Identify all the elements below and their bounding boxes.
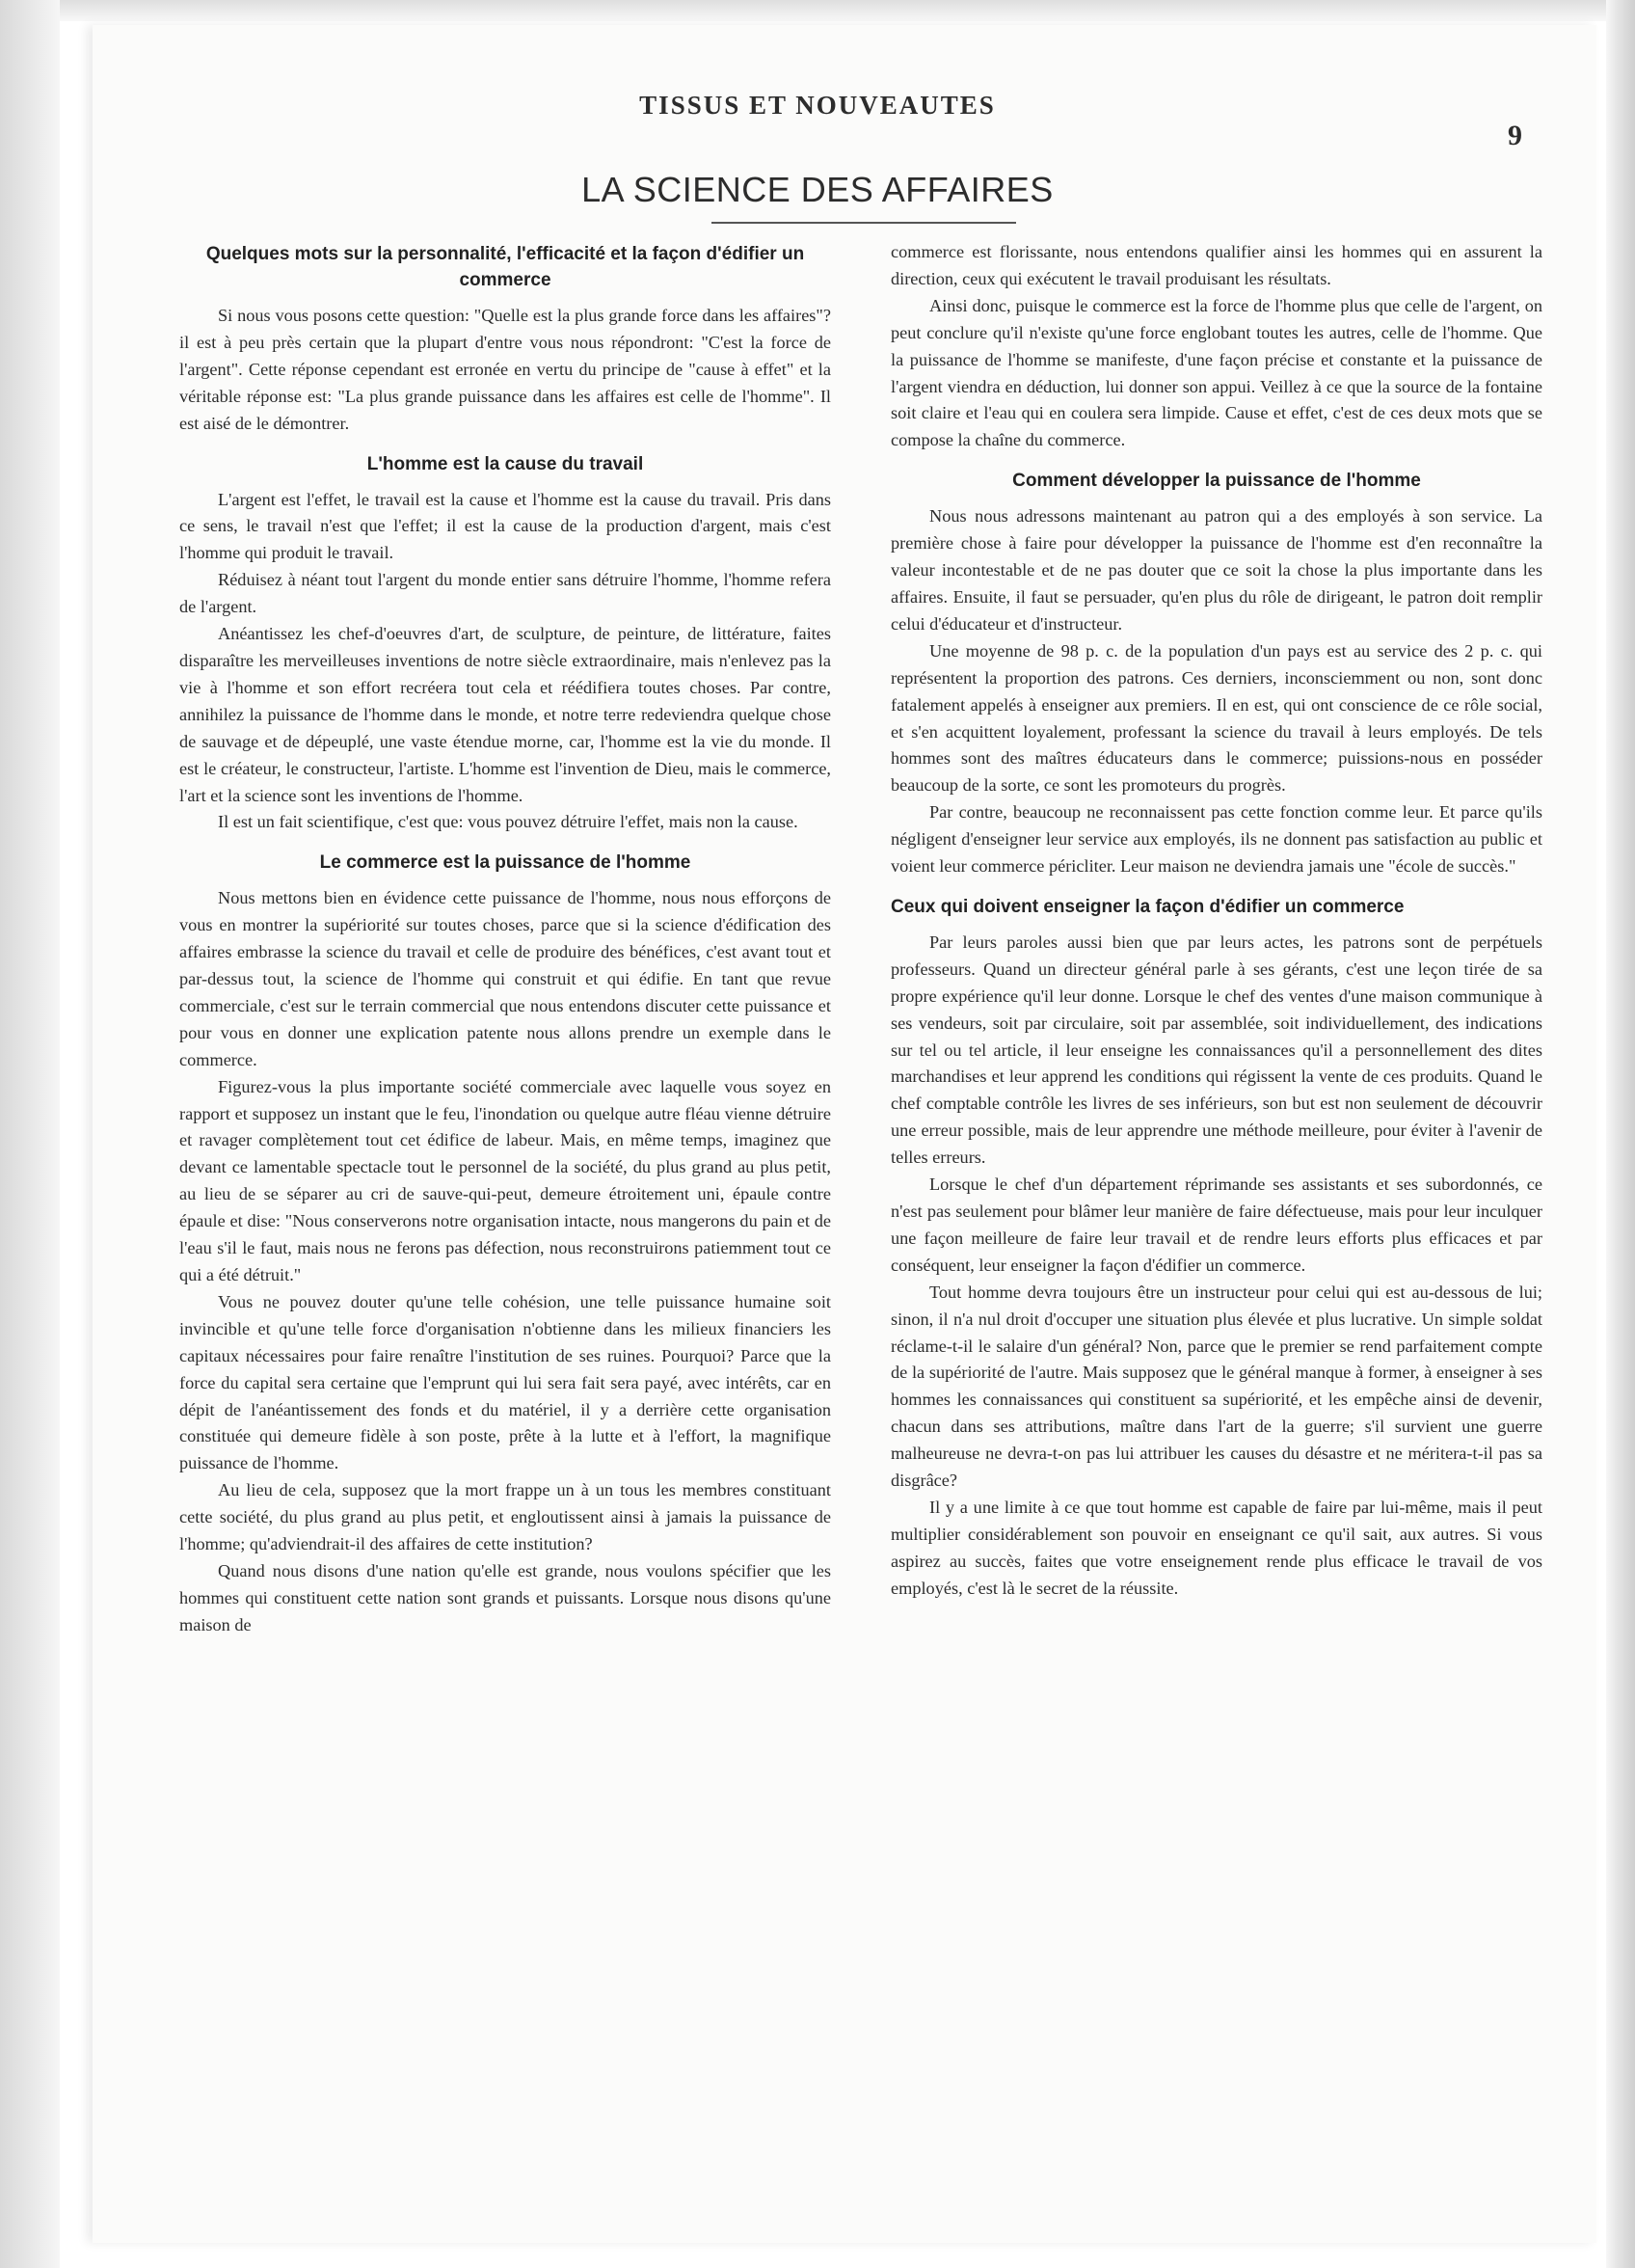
paragraph: Si nous vous posons cette question: "Quelle est la plus grande force dans les affaires"? il est à peu près certain que la plupart d'entre vous nous répondront: "C'est la force de l'argent". Cette réponse cependant est erronée en vertu du principe de "cause à effet" et la véritable réponse est: "La plus grande puissance dans les affaires est celle de l'homme". Il est aisé de le démontrer. [179, 306, 831, 433]
paragraph: Quand nous disons d'une nation qu'elle est grande, nous voulons spécifier que les hommes qui constituent cette nation sont grands et puissants. Lorsque nous disons qu'une maison de [179, 1560, 831, 1634]
paragraph: Nous nous adressons maintenant au patron qui a des employés à son service. La première chose à faire pour développer la puissance de l'homme est d'en reconnaître la valeur incontestable et de ne pas douter que ce soit la chose la plus importante dans les affaires. Ensuite, il faut se persuader, qu'en plus du rôle de dirigeant, le patron doit remplir celui d'éducateur et d'instructeur. [891, 506, 1542, 634]
title-underline [711, 222, 1016, 224]
paragraph: Une moyenne de 98 p. c. de la population d'un pays est au service des 2 p. c. qui représentent la proportion des patrons. Ces derniers, inconsciemment ou non, sont donc fatalement appelés à enseigner aux premiers. Il en est, qui ont conscience de ce rôle social, et s'en acquittent loyalement, professant la science du travail à leurs employés. De tels hommes sont des maîtres éducateurs dans le commerce; puissions-nous en posséder beaucoup de la sorte, ce sont les promoteurs du progrès. [891, 640, 1542, 796]
paragraph: Par contre, beaucoup ne reconnaissent pas cette fonction comme leur. Et parce qu'ils négligent d'enseigner leur service aux employés, ils ne donnent pas satisfaction au public et voient leur commerce péricliter. Leur maison ne deviendra jamais une "école de succès." [891, 802, 1542, 877]
paragraph: Lorsque le chef d'un département réprimande ses assistants et ses subordonnés, ce n'est pas seulement pour blâmer leur manière de faire défectueuse, mais pour leur inculquer une façon meilleure de faire leur travail et de rendre leurs efforts plus efficaces et par conséquent, leur enseigner la façon d'édifier un commerce. [891, 1174, 1542, 1275]
paragraph: Au lieu de cela, supposez que la mort frappe un à un tous les membres constituant cette société, du plus grand au plus petit, et engloutissent ainsi à jamais la puissance de l'homme; qu'adviendrait-il des affaires de cette institution? [179, 1480, 831, 1554]
paragraph: Anéantissez les chef-d'oeuvres d'art, de sculpture, de peinture, de littérature, faites disparaître les merveilleuses inventions de notre siècle extraordinaire, mais n'enlevez pas la vie à l'homme et son effort recréera tout cela et réédifiera toutes choses. Par contre, annihilez la puissance de l'homme dans le monde, et notre terre redeviendra quelque chose de sauvage et de dépeuplé, une vaste étendue morne, car, l'homme est la vie du monde. Il est le créateur, le constructeur, l'artiste. L'homme est l'invention de Dieu, mais le commerce, l'art et la science sont les inventions de l'homme. [179, 624, 831, 805]
left-page-margin [0, 0, 60, 2268]
running-head: TISSUS ET NOUVEAUTES [639, 91, 996, 120]
section-heading: L'homme est la cause du travail [366, 453, 644, 474]
paragraph: Par leurs paroles aussi bien que par leurs actes, les patrons sont de perpétuels professeurs. Quand un directeur général parle à ses gérants, c'est une leçon tirée de sa propre expérience qu'il leur donne. Lorsque le chef des ventes d'une maison communique à ses vendeurs, soit par circulaire, soit par assemblée, soit individuellement, des indications sur tel ou tel article, il leur enseigne les connaissances qu'il a personnellement des dites marchandises et leur apprend les conditions qui régissent la vente de ces produits. Quand le chef comptable contrôle les livres de ses inférieurs, son but est non seulement de découvrir une erreur possible, mais de leur apprendre une méthode meilleure, pour éviter à l'avenir de telles erreurs. [891, 932, 1542, 1168]
paragraph: Vous ne pouvez douter qu'une telle cohésion, une telle puissance humaine soit invincible et qu'une telle force d'organisation n'obtienne dans les milieux financiers les capitaux nécessaires pour faire renaître l'institution de ses ruines. Pourquoi? Parce que la force du capital sera certaine que l'emprunt qui lui sera fait sera payé, avec intérêts, car en dépit de l'anéantissement des fonds et du matériel, il y a derrière cette organisation constituée qui demeure fidèle à son poste, prête à la lutte et à l'effort, la magnifique puissance de l'homme. [179, 1291, 831, 1473]
paragraph: Il y a une limite à ce que tout homme est capable de faire par lui-même, mais il peut multiplier considérablement son pouvoir en enseignant ce qu'il sait, aux autres. Si vous aspirez au succès, faites que votre enseignement rende plus efficace le travail de vos employés, c'est là le secret de la réussite. [891, 1497, 1542, 1598]
section-heading: Le commerce est la puissance de l'homme [319, 852, 691, 874]
paragraph: Réduisez à néant tout l'argent du monde entier sans détruire l'homme, l'homme refera de l'argent. [179, 570, 831, 617]
top-page-margin [60, 0, 1606, 21]
page-number: 9 [1508, 120, 1522, 151]
right-column [891, 239, 1542, 1603]
paragraph: Ainsi donc, puisque le commerce est la force de l'homme plus que celle de l'argent, on peut conclure qu'il n'existe qu'une force englobant toutes les autres, celle de l'homme. Que la puissance de l'homme se manifeste, d'une façon précise et constante et la puissance de l'argent viendra en déduction, lui donner son appui. Veillez à ce que la source de la fontaine soit claire et l'eau qui en coulera sera limpide. Cause et effet, c'est de ces deux mots que se compose la chaîne du commerce. [891, 295, 1542, 450]
paragraph: L'argent est l'effet, le travail est la cause et l'homme est la cause du travail. Pris dans ce sens, le travail n'est que l'effet; il est la cause de la production d'argent, mais c'est l'homme qui produit le travail. [179, 489, 831, 563]
paragraph: Il est un fait scientifique, c'est que: vous pouvez détruire l'effet, mais non la cause. [218, 812, 798, 832]
paragraph: Figurez-vous la plus importante société commerciale avec laquelle vous soyez en rapport et supposez un instant que le feu, l'inondation ou quelque autre fléau vienne détruire et ravager complètement tout cet édifice de labeur. Mais, en même temps, imaginez que devant ce lamentable spectacle tout le personnel de la société, du plus grand au plus petit, au lieu de se séparer au cri de sauve-qui-peut, demeure étroitement uni, épaule contre épaule et dise: "Nous conserverons notre organisation intacte, nous mangerons du pain et de l'eau s'il le faut, mais nous ne ferons pas défection, nous reconstruirons patiemment tout ce qui a été détruit." [179, 1076, 831, 1284]
paragraph: Tout homme devra toujours être un instructeur pour celui qui est au-dessous de lui; sinon, il n'a nul droit d'occuper une situation plus élevée et plus lucrative. Un simple soldat réclame-t-il le salaire d'un général? Non, parce que le premier se rend parfaitement compte de la supériorité de l'autre. Mais supposez que le général manque à former, à enseigner à ses hommes les connaissances qui constituent sa supériorité, et les empêche ainsi de devenir, chacun dans ses attributions, maître dans l'art de la guerre; s'il survient une guerre malheureuse ne devra-t-on pas lui attribuer les causes du désastre et ne méritera-t-il pas sa disgrâce? [891, 1282, 1542, 1491]
right-page-margin [1606, 0, 1635, 2268]
section-heading: Ceux qui doivent enseigner la façon d'édifier un commerce [891, 896, 1405, 917]
paragraph: Nous mettons bien en évidence cette puissance de l'homme, nous nous efforçons de vous en montrer la supériorité sur toutes choses, parce que si la science d'édification des affaires embrasse la science du travail et celle de produire des bénéfices, c'est avant tout et par-dessus tout, la science de l'homme qui construit et qui édifie. En tant que revue commerciale, c'est sur le terrain commercial que nous entendons discuter cette puissance et pour vous en donner une explication patente nous allons prendre un exemple dans le commerce. [179, 888, 831, 1069]
section-heading: Quelques mots sur la personnalité, l'efficacité et la façon d'édifier un commerce [205, 244, 805, 290]
section-heading: Comment développer la puissance de l'homme [1012, 471, 1421, 492]
left-column [179, 239, 831, 1639]
article-title: LA SCIENCE DES AFFAIRES [581, 170, 1054, 209]
paragraph: commerce est florissante, nous entendons qualifier ainsi les hommes qui en assurent la direction, ceux qui exécutent le travail produisant les résultats. [891, 242, 1542, 288]
